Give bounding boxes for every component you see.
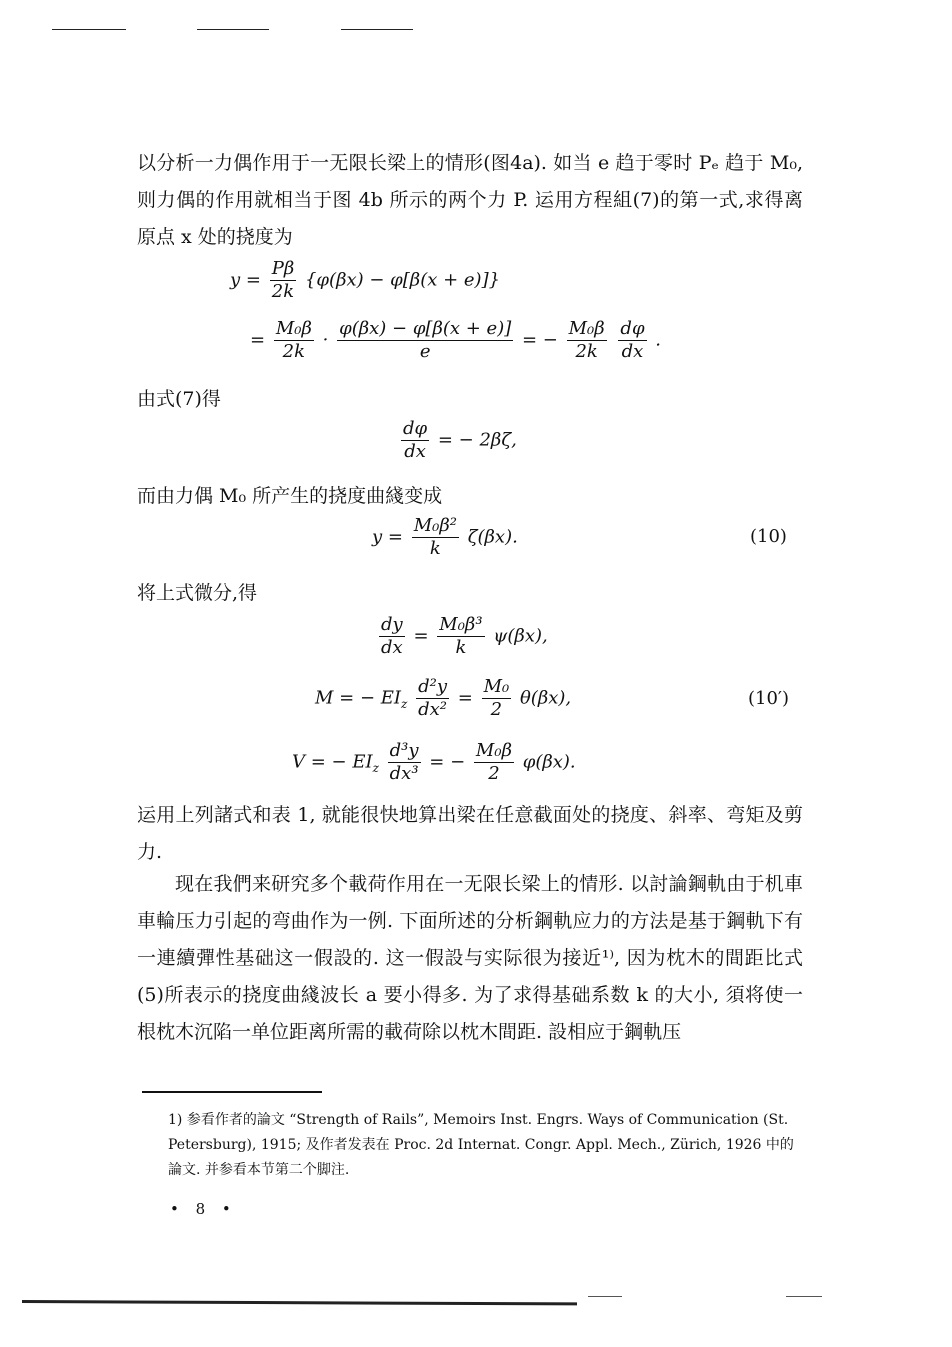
eq7-f-denominator: 2 — [488, 763, 500, 784]
eq2-f2-numerator: φ(βx) − φ[β(x + e)] — [339, 318, 512, 339]
eq6-f-numerator: M₀ — [483, 676, 510, 697]
eq5-denominator: dx — [381, 637, 403, 658]
eq6-f-denominator: 2 — [490, 699, 503, 720]
eq4-lhs: y = — [372, 526, 403, 548]
eq1-rest: {φ(βx) − φ[β(x + e)]} — [304, 269, 501, 291]
scan-dash-2 — [786, 1296, 822, 1297]
eq2-f1-numerator: M₀β — [275, 318, 312, 339]
eq1-lhs: y = — [230, 269, 261, 291]
eq2-f3-denominator: 2k — [575, 341, 598, 362]
eq4-denominator: k — [429, 538, 441, 559]
scan-dash-1 — [588, 1296, 622, 1297]
eq4-numerator: M₀β² — [413, 515, 457, 536]
eq5-f-numerator: M₀β³ — [439, 614, 483, 635]
eq2-fraction-2 — [337, 318, 513, 363]
eq5-fraction-2 — [437, 614, 484, 659]
eq2-dot: · — [322, 329, 329, 351]
eq2-fraction-3 — [567, 318, 607, 363]
equation-4 — [372, 515, 518, 560]
top-rule-1 — [52, 29, 126, 30]
equation-7 — [292, 740, 576, 785]
eq7-lhs: V = − EI — [292, 751, 373, 773]
paragraph-1: 以分析一力偶作用于一无限长梁上的情形(图4a). 如当 e 趋于零时 Pₑ 趋于 M₀, 则力偶的作用就相当于图 4b 所示的两个力 P. 运用方程組(7)的第一式,求得离原点 x 处的挠度为 — [137, 152, 803, 248]
equation-6 — [315, 676, 571, 721]
eq2-f4-numerator: dφ — [620, 318, 645, 339]
equation-5 — [376, 614, 548, 659]
eq4-fraction — [412, 515, 459, 560]
eq7-equals: = − — [429, 751, 466, 773]
eq6-subscript: z — [401, 697, 408, 712]
eq5-f-denominator: k — [455, 637, 467, 658]
top-rule-3 — [341, 29, 413, 30]
eq6-equals: = — [457, 687, 473, 709]
footnote: 1) 参看作者的論文 “Strength of Rails”, Memoirs Inst. Engrs. Ways of Communication (St. Petersburg), 1915; 及作者发表在 Proc. 2d Internat. Congr. Appl. Mech., Zürich, 1926 中的論文. 并参看本节第二个脚注. — [168, 1112, 794, 1178]
eq2-f2-denominator: e — [419, 341, 431, 362]
paragraph-3: 而由力偶 M₀ 所产生的挠度曲綫变成 — [137, 485, 443, 507]
eq2-equals: = — [250, 329, 266, 351]
eq3-numerator: dφ — [403, 418, 428, 439]
eq1-denominator: 2k — [271, 281, 295, 302]
eq3-denominator: dx — [404, 441, 426, 462]
eq2-fraction-4 — [618, 318, 646, 363]
eq6-rest: θ(βx), — [519, 687, 572, 709]
equation-number-10-prime: (10′) — [748, 688, 790, 709]
eq5-rest: ψ(βx), — [493, 625, 548, 647]
footnote-rule — [142, 1091, 322, 1093]
eq7-f-numerator: M₀β — [475, 740, 512, 761]
eq2-f1-denominator: 2k — [282, 341, 306, 362]
eq7-denominator: dx³ — [389, 763, 419, 784]
paragraph-2: 由式(7)得 — [137, 388, 221, 410]
eq3-rest: = − 2βζ, — [437, 429, 517, 451]
eq6-numerator: d²y — [418, 676, 447, 697]
equation-2 — [250, 318, 661, 363]
equation-number-10: (10) — [750, 526, 787, 547]
eq7-fraction-2 — [474, 740, 514, 785]
eq7-rest: φ(βx). — [522, 751, 576, 773]
paragraph-6: 现在我們来研究多个載荷作用在一无限长梁上的情形. 以討論鋼軌由于机車車輪压力引起的弯曲作为一例. 下面所述的分析鋼軌应力的方法是基于鋼軌下有一連續彈性基础这一假設的. 这一假設与实际很为接近¹⁾, 因为枕木的間距比式(5)所表示的挠度曲綫波长 a 要小得多. 为了求得基础系数 k 的大小, 須将使一根枕木沉陷一单位距离所需的載荷除以枕木間距. 設相应于鋼軌压 — [137, 873, 803, 1043]
equation-1 — [230, 258, 500, 303]
eq7-numerator: d³y — [389, 740, 419, 761]
eq6-fraction-2 — [482, 676, 512, 721]
eq6-denominator: dx² — [418, 699, 447, 720]
eq5-equals: = — [413, 625, 429, 647]
eq7-subscript: z — [372, 761, 379, 776]
eq4-rest: ζ(βx). — [467, 526, 518, 548]
eq5-numerator: dy — [381, 614, 403, 635]
eq3-fraction — [401, 418, 429, 463]
page-number: • 8 • — [170, 1200, 237, 1218]
eq2-f4-denominator: dx — [621, 341, 644, 362]
eq2-mid: = − — [522, 329, 558, 351]
equation-3 — [398, 418, 517, 463]
eq7-fraction-1 — [388, 740, 421, 785]
eq6-fraction-1 — [416, 676, 449, 721]
top-rule-2 — [197, 29, 269, 30]
eq2-f3-numerator: M₀β — [568, 318, 605, 339]
eq2-fraction-1 — [274, 318, 314, 363]
scan-bottom-edge — [22, 1300, 577, 1305]
eq2-end: . — [655, 329, 662, 351]
eq1-numerator: Pβ — [271, 258, 295, 279]
eq5-fraction-1 — [379, 614, 405, 659]
eq1-fraction — [270, 258, 297, 303]
eq6-lhs: M = − EI — [315, 687, 402, 709]
paragraph-5: 运用上列諸式和表 1, 就能很快地算出梁在任意截面处的挠度、斜率、弯矩及剪力. — [137, 804, 803, 863]
paragraph-4: 将上式微分,得 — [137, 582, 258, 604]
